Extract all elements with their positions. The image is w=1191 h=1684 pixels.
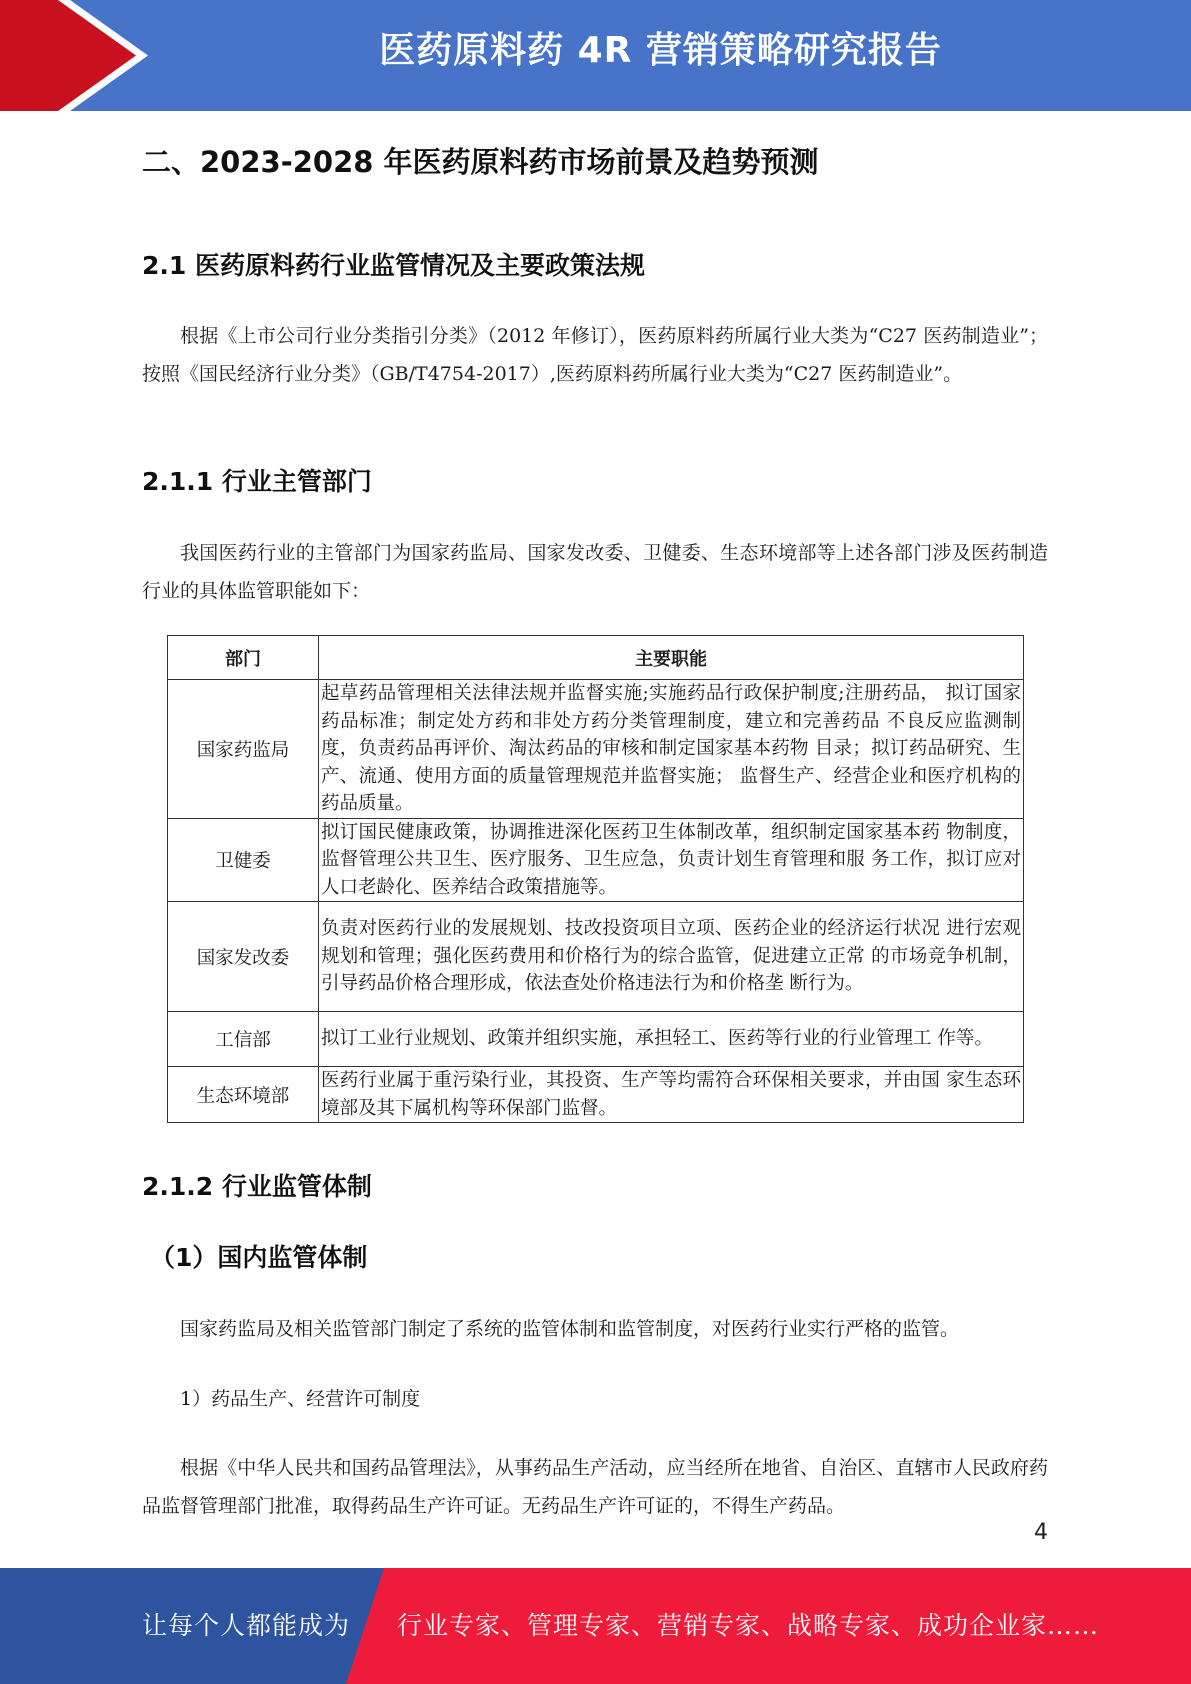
dept-cell: 国家药监局 xyxy=(168,680,319,819)
paragraph-drug-law: 根据《中华人民共和国药品管理法》，从事药品生产活动，应当经所在地省、自治区、直辖市人民政府药品监督管理部门批准，取得药品生产许可证。无药品生产许可证的，不得生产药品。 xyxy=(142,1457,1048,1517)
page-header xyxy=(0,0,1191,111)
dept-cell: 国家发改委 xyxy=(168,902,319,1012)
page-number: 4 xyxy=(1034,1520,1048,1545)
paragraph-industry-classification: 根据《上市公司行业分类指引分类》（2012 年修订），医药原料药所属行业大类为“C27 医药制造业”；按照《国民经济行业分类》（GB/T4754-2017）,医药原料药所属行业大类为“C27 医药制造业”。 xyxy=(142,325,1048,385)
paragraph-regulation-system: 国家药监局及相关监管部门制定了系统的监管体制和监管制度，对医药行业实行严格的监管。 xyxy=(180,1318,960,1340)
duty-cell: 医药行业属于重污染行业，其投资、生产等均需符合环保相关要求，并由国 家生态环境部及其下属机构等环保部门监督。 xyxy=(319,1067,1024,1123)
table-row xyxy=(168,818,1024,902)
report-title: 医药原料药 4R 营销策略研究报告 xyxy=(379,30,942,71)
dept-cell: 卫健委 xyxy=(168,818,319,902)
table-header-row xyxy=(168,636,1024,680)
footer-slogan-left: 让每个人都能成为 xyxy=(142,1611,351,1640)
section-title: 二、2023-2028 年医药原料药市场前景及趋势预测 xyxy=(142,145,819,179)
duty-cell: 拟订工业行业规划、政策并组织实施，承担轻工、医药等行业的行业管理工 作等。 xyxy=(319,1012,1024,1067)
column-header-duty: 主要职能 xyxy=(319,636,1024,680)
duty-cell: 起草药品管理相关法律法规并监督实施;实施药品行政保护制度;注册药品， 拟订国家药品标准；制定处方药和非处方药分类管理制度，建立和完善药品 不良反应监测制度，负责药品再评价、淘汰药品的审核和制定国家基本药物 目录；拟订药品研究、生产、流通、使用方面的质量管理规范并监督实施； 监督生产、经营企业和医疗机构的药品质量。 xyxy=(319,680,1024,819)
heading-2-1: 2.1 医药原料药行业监管情况及主要政策法规 xyxy=(142,251,645,280)
header-arrow-decoration xyxy=(0,0,160,111)
list-item-license-system: 1）药品生产、经营许可制度 xyxy=(180,1388,421,1410)
paragraph-authorities: 我国医药行业的主管部门为国家药监局、国家发改委、卫健委、生态环境部等上述各部门涉及医药制造行业的具体监管职能如下： xyxy=(142,542,1048,602)
table-row xyxy=(168,1012,1024,1067)
dept-cell: 生态环境部 xyxy=(168,1067,319,1123)
page-footer xyxy=(0,1568,1191,1684)
column-header-dept: 部门 xyxy=(168,636,319,680)
dept-cell: 工信部 xyxy=(168,1012,319,1067)
table-row xyxy=(168,1067,1024,1123)
duty-cell: 负责对医药行业的发展规划、技改投资项目立项、医药企业的经济运行状况 进行宏观规划和管理；强化医药费用和价格行为的综合监管，促进建立正常 的市场竞争机制，引导药品价格合理形成，依法查处价格违法行为和价格垄 断行为。 xyxy=(319,902,1024,1012)
table-row xyxy=(168,902,1024,1012)
duty-cell: 拟订国民健康政策，协调推进深化医药卫生体制改革，组织制定国家基本药 物制度，监督管理公共卫生、医疗服务、卫生应急，负责计划生育管理和服 务工作，拟订应对人口老龄化、医养结合政策措施等。 xyxy=(319,818,1024,902)
heading-domestic-regulation: （1）国内监管体制 xyxy=(150,1243,368,1272)
heading-2-1-1: 2.1.1 行业主管部门 xyxy=(142,467,372,496)
authority-duties-table xyxy=(167,635,1024,1123)
table-row xyxy=(168,680,1024,819)
heading-2-1-2: 2.1.2 行业监管体制 xyxy=(142,1172,372,1201)
footer-slogan-right: 行业专家、管理专家、营销专家、战略专家、成功企业家…… xyxy=(397,1611,1100,1640)
